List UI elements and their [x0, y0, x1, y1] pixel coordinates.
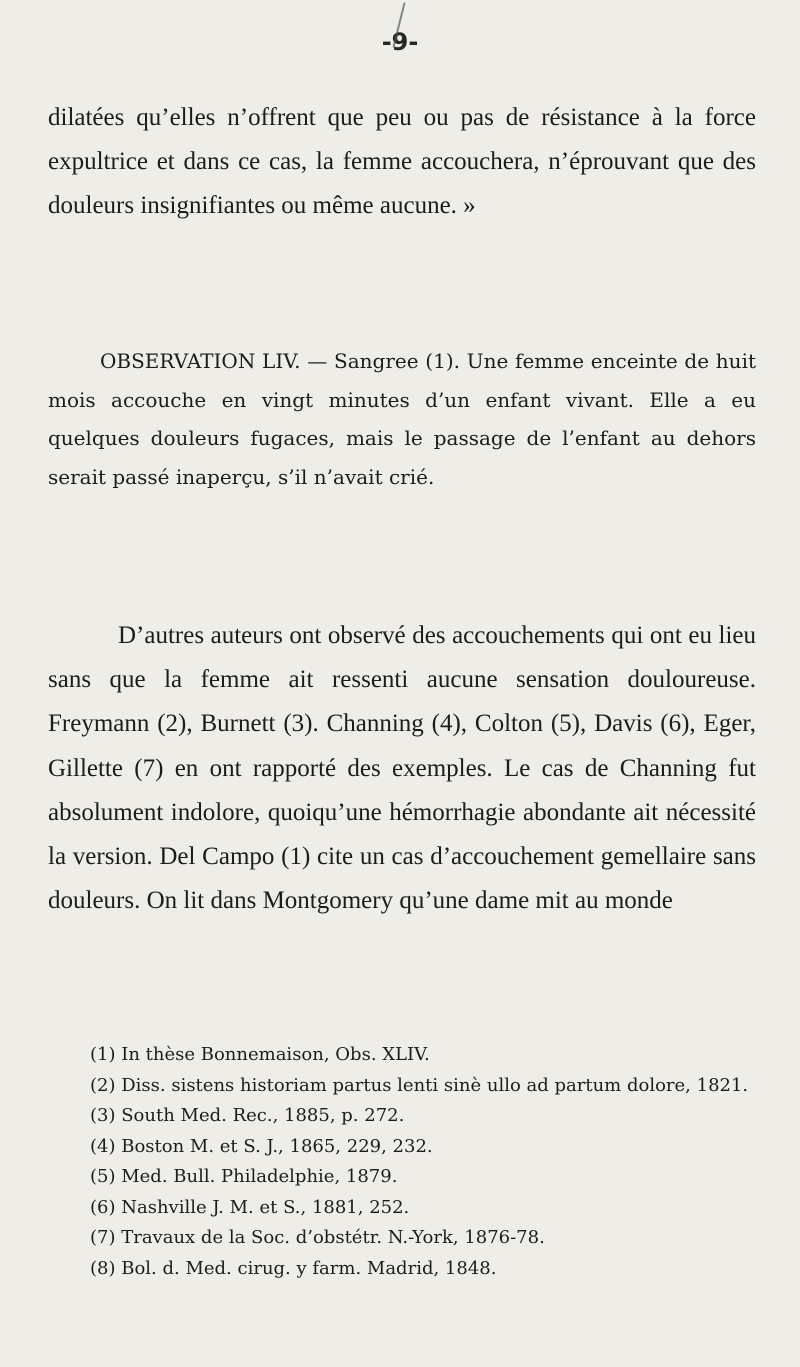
footnote-item: (3) South Med. Rec., 1885, p. 272.	[90, 1105, 405, 1126]
footnotes	[48, 1040, 756, 1284]
observation-indent	[48, 349, 100, 373]
footnote-item: (8) Bol. d. Med. cirug. y farm. Madrid, 1848.	[90, 1257, 497, 1279]
authors-paragraph: D’autres auteurs ont observé des accouchements qui ont eu lieu sans que la femme ait ressenti aucune sensation douloureuse. Freymann (2), Burnett (3). Channing (4), Colton (5), Davis (6), Eger, Gillette (7) en ont rapporté des exemples. Le cas de Channing fut absolument indolore, quoiqu’une hémorrhagie abondante ait nécessité la version. Del Campo (1) cite un cas d’accouchement gemellaire sans douleurs. On lit dans Montgomery qu’une dame mit au monde	[48, 622, 756, 915]
footnote-item: (4) Boston M. et S. J., 1865, 229, 232.	[90, 1135, 433, 1157]
paragraph-continuation: dilatées qu’elles n’offrent que peu ou pas de résistance à la force expultrice et dans ce cas, la femme accouchera, n’éprouvant que des douleurs insignifiantes ou même aucune. »	[48, 104, 756, 219]
footnote-item: (7) Travaux de la Soc. d’obstétr. N.-York, 1876-78.	[90, 1227, 545, 1248]
footnote-item: (5) Med. Bull. Philadelphie, 1879.	[90, 1166, 398, 1187]
observation-text: OBSERVATION LIV. — Sangree (1). Une femme enceinte de huit mois accouche en vingt minutes d’un enfant vivant. Elle a eu quelques douleurs fugaces, mais le passage de l’enfant au dehors serait passé inaperçu, s’il n’avait crié.	[48, 349, 756, 489]
page-number-text: -9-	[381, 28, 419, 56]
footnote-item: (2) Diss. sistens historiam partus lenti sinè ullo ad partum dolore, 1821.	[90, 1074, 749, 1096]
observation-paragraph	[48, 342, 756, 496]
footnote-item: (1) In thèse Bonnemaison, Obs. XLIV.	[90, 1044, 430, 1065]
page-number	[0, 28, 800, 56]
footnote-item: (6) Nashville J. M. et S., 1881, 252.	[90, 1196, 410, 1218]
